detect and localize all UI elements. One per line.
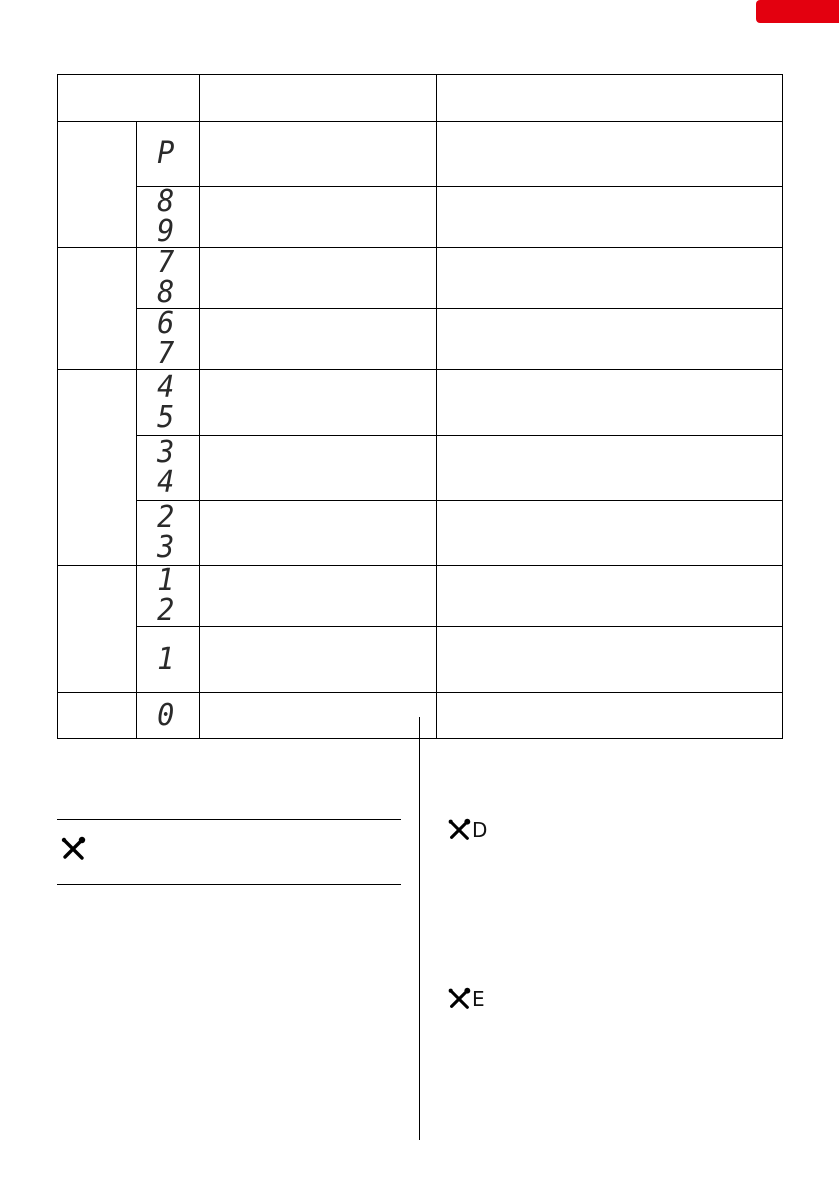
- table-cell: [437, 309, 783, 370]
- display-cell: 3 4: [138, 436, 198, 501]
- service-code-letter: E: [472, 987, 485, 1011]
- table-cell: [200, 248, 437, 309]
- table-row: [58, 122, 783, 187]
- table-cell: [437, 566, 783, 627]
- display-cell: 1 2: [138, 566, 198, 627]
- table-cell: [437, 693, 783, 739]
- group-cell: [58, 370, 137, 566]
- table-row: [58, 693, 783, 739]
- heat-level-table: [57, 74, 783, 739]
- table-cell: [200, 566, 437, 627]
- service-code-letter: D: [472, 818, 488, 842]
- display-cell: P: [138, 122, 198, 187]
- table-cell: [200, 627, 437, 693]
- display-cell: 1: [138, 627, 198, 693]
- table-cell: [437, 436, 783, 501]
- table-cell: [200, 122, 437, 187]
- table-cell: [200, 436, 437, 501]
- table-cell: [437, 370, 783, 436]
- table-cell: [200, 309, 437, 370]
- table-cell: [437, 122, 783, 187]
- table-row: [58, 436, 783, 501]
- wrench-screwdriver-icon: [447, 818, 471, 842]
- section-rule-top: [57, 819, 401, 820]
- table-cell: [437, 248, 783, 309]
- table-cell: [200, 187, 437, 248]
- table-row: [58, 309, 783, 370]
- table-cell: [200, 693, 437, 739]
- column-divider: [419, 717, 420, 1140]
- table-cell: [200, 501, 437, 566]
- table-cell: [437, 187, 783, 248]
- table-row: [58, 370, 783, 436]
- group-cell: [58, 693, 137, 739]
- display-cell: 2 3: [138, 501, 198, 566]
- section-rule-bottom: [57, 884, 401, 885]
- group-cell: [58, 248, 137, 370]
- table-header-cell: [58, 75, 200, 122]
- table-header-cell: [200, 75, 437, 122]
- table-cell: [437, 501, 783, 566]
- display-cell: 6 7: [138, 309, 198, 370]
- table-row: [58, 501, 783, 566]
- table-cell: [200, 370, 437, 436]
- group-cell: [58, 122, 137, 248]
- table-row: [58, 187, 783, 248]
- table-row: [58, 627, 783, 693]
- table-header-cell: [437, 75, 783, 122]
- table-cell: [437, 627, 783, 693]
- table-header-row: [58, 75, 783, 122]
- display-cell: 4 5: [138, 370, 198, 436]
- wrench-screwdriver-icon: [447, 987, 471, 1011]
- table-row: [58, 566, 783, 627]
- display-cell: 8 9: [138, 187, 198, 248]
- table-row: [58, 248, 783, 309]
- display-cell: 7 8: [138, 248, 198, 309]
- display-cell: 0: [138, 693, 198, 739]
- wrench-screwdriver-icon: [60, 836, 86, 862]
- group-cell: [58, 566, 137, 693]
- page-corner-marker: [756, 0, 839, 23]
